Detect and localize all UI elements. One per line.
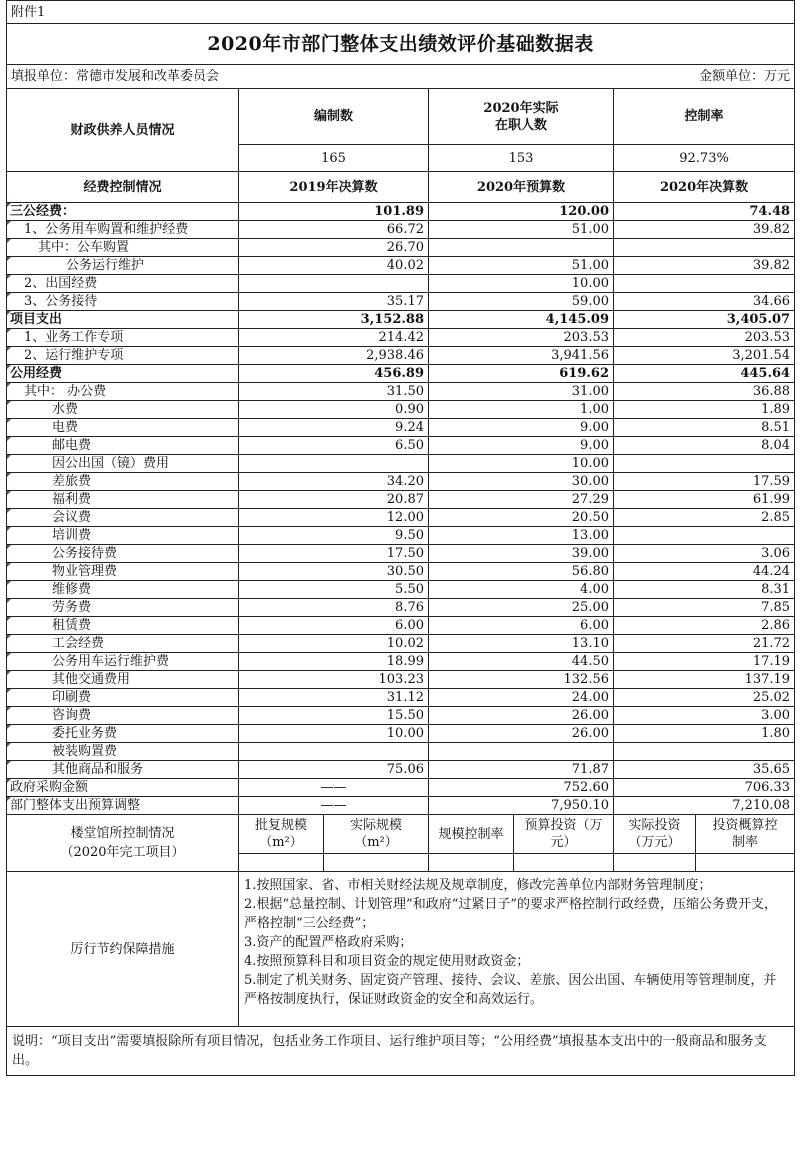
fund-row-value-2: 26.00 [429,725,614,743]
measure-item: 2.根据“总量控制、计划管理”和政府“过紧日子”的要求严格控制行政经费，压缩公务费开支，严格控制“三公经费”； [244,897,777,931]
amount-unit: 金额单位：万元 [514,65,795,89]
fund-row-label: 印刷费 [7,689,239,707]
fund-row-label: 2、出国经费 [7,275,239,293]
fund-row-value-3: 706.33 [614,779,795,797]
fund-row-label: 其他交通费用 [7,671,239,689]
fund-row-value-1: 40.02 [239,257,429,275]
fund-row-value-2: 203.53 [429,329,614,347]
fund-row-label: 培训费 [7,527,239,545]
fund-row-value-3: 25.02 [614,689,795,707]
fund-row-value-2: 9.00 [429,419,614,437]
fund-row-label: 部门整体支出预算调整 [7,797,239,815]
reporting-unit: 填报单位：常德市发展和改革委员会 [7,65,514,89]
fund-row-label: 公务接待费 [7,545,239,563]
fund-row [7,275,795,293]
fund-row-value-1: 35.17 [239,293,429,311]
fund-row-value-3: 61.99 [614,491,795,509]
fund-row-value-1: 2,938.46 [239,347,429,365]
building-label-line2: （2020年完工项目） [60,845,185,860]
building-header-approved [239,815,324,854]
fund-row-value-1: 10.02 [239,635,429,653]
fund-row-value-2 [429,743,614,761]
fund-row-value-1: 75.06 [239,761,429,779]
fund-row-label: 福利费 [7,491,239,509]
fund-row-label: 公务用车运行维护费 [7,653,239,671]
fund-row-label: 劳务费 [7,599,239,617]
fund-row-value-1 [239,455,429,473]
fund-row [7,527,795,545]
building-value-invest-rate [696,854,795,872]
fund-row-value-1: 20.87 [239,491,429,509]
fund-row-value-2: 51.00 [429,221,614,239]
fund-row-value-2: 24.00 [429,689,614,707]
fund-row-label: 其中： 办公费 [7,383,239,401]
fund-row-value-1: —— [239,797,429,815]
building-header-actual-invest [614,815,696,854]
fund-row-value-3: 17.59 [614,473,795,491]
measures-label: 厉行节约保障措施 [7,872,239,1027]
fund-row-value-2: 39.00 [429,545,614,563]
building-header-actual-invest-line1: 实际投资 [628,818,681,833]
staff-header-actual-line2: 在职人数 [494,117,547,133]
fund-row-label: 2、运行维护专项 [7,347,239,365]
fund-row-value-2: 51.00 [429,257,614,275]
fund-row-value-2: 6.00 [429,617,614,635]
page-title: 2020年市部门整体支出绩效评价基础数据表 [7,24,795,65]
fund-row-label: 1、公务用车购置和维护经费 [7,221,239,239]
fund-row-value-2: 10.00 [429,455,614,473]
fund-row-value-2: 44.50 [429,653,614,671]
building-header-invest-rate [696,815,795,854]
document-page [6,0,794,1173]
fund-row-value-1 [239,275,429,293]
fund-row [7,329,795,347]
fund-row-value-1: 12.00 [239,509,429,527]
staff-header-quota: 编制数 [239,89,429,145]
fund-row-value-1: 6.00 [239,617,429,635]
building-header-budget-invest-line2: 元） [550,835,577,850]
fund-row-label: 因公出国（镜）费用 [7,455,239,473]
attachment-label: 附件1 [7,1,795,24]
fund-row-value-1: 9.24 [239,419,429,437]
fund-row-value-3 [614,239,795,257]
fund-row-value-3: 39.82 [614,221,795,239]
fund-row [7,563,795,581]
fund-row-value-1: 31.50 [239,383,429,401]
fund-row-label: 项目支出 [7,311,239,329]
fund-row-value-3: 3.06 [614,545,795,563]
fund-row [7,653,795,671]
funds-header-2020-budget: 2020年预算数 [429,172,614,203]
staff-header-actual [429,89,614,145]
fund-row [7,491,795,509]
fund-row-value-3: 17.19 [614,653,795,671]
fund-row-value-2: 30.00 [429,473,614,491]
fund-row [7,239,795,257]
building-label [7,815,239,872]
fund-row [7,545,795,563]
fund-row [7,419,795,437]
fund-row-value-3: 44.24 [614,563,795,581]
fund-row-label: 3、公务接待 [7,293,239,311]
fund-row-value-1: 456.89 [239,365,429,383]
fund-row-value-1: 5.50 [239,581,429,599]
fund-row-value-2: 13.10 [429,635,614,653]
fund-row [7,779,795,797]
fund-row [7,383,795,401]
fund-row [7,221,795,239]
fund-row [7,689,795,707]
building-header-actual [324,815,429,854]
fund-row-value-2: 132.56 [429,671,614,689]
fund-rows [7,203,795,815]
staff-label: 财政供养人员情况 [7,89,239,172]
fund-row-value-3: 74.48 [614,203,795,221]
fund-row-value-3: 1.80 [614,725,795,743]
staff-value-rate: 92.73% [614,145,795,172]
fund-row-value-3: 203.53 [614,329,795,347]
measures-list [239,872,795,1027]
fund-row-value-2: 619.62 [429,365,614,383]
fund-row-value-2: 25.00 [429,599,614,617]
fund-row-label: 差旅费 [7,473,239,491]
building-header-invest-rate-line1: 投资概算控 [712,818,778,833]
fund-row [7,455,795,473]
building-value-scale-rate [429,854,514,872]
fund-row-value-3: 7.85 [614,599,795,617]
building-value-budget-invest [514,854,614,872]
fund-row-value-2: 71.87 [429,761,614,779]
fund-row [7,635,795,653]
fund-row [7,311,795,329]
fund-row-value-3: 3.00 [614,707,795,725]
fund-row [7,797,795,815]
fund-row-value-3: 35.65 [614,761,795,779]
fund-row-value-1: 6.50 [239,437,429,455]
measure-item: 3.资产的配置严格政府采购； [244,935,413,950]
fund-row-value-1: 3,152.88 [239,311,429,329]
fund-row-value-3 [614,527,795,545]
fund-row-value-1: 31.12 [239,689,429,707]
fund-row [7,761,795,779]
fund-row-value-3 [614,275,795,293]
fund-row [7,599,795,617]
funds-header-2019: 2019年决算数 [239,172,429,203]
fund-row-value-3: 2.86 [614,617,795,635]
fund-row-label: 被装购置费 [7,743,239,761]
fund-row [7,725,795,743]
building-header-actual-invest-line2: （万元） [628,835,681,850]
fund-row-value-2: 752.60 [429,779,614,797]
fund-row-value-1: 18.99 [239,653,429,671]
fund-row-value-2: 56.80 [429,563,614,581]
fund-row-value-1: 66.72 [239,221,429,239]
building-value-actual-invest [614,854,696,872]
fund-row-value-2: 3,941.56 [429,347,614,365]
fund-row-value-2: 59.00 [429,293,614,311]
fund-row-label: 公用经费 [7,365,239,383]
fund-row-value-3: 3,405.07 [614,311,795,329]
footnote: 说明：“项目支出”需要填报除所有项目情况，包括业务工作项目、运行维护项目等；“公用经费”填报基本支出中的一般商品和服务支出。 [7,1027,795,1076]
fund-row-value-3 [614,455,795,473]
fund-row-label: 三公经费： [7,203,239,221]
fund-row-value-1: —— [239,779,429,797]
fund-row-label: 公务运行维护 [7,257,239,275]
fund-row [7,293,795,311]
fund-row-value-3: 7,210.08 [614,797,795,815]
staff-header-rate: 控制率 [614,89,795,145]
fund-row-label: 会议费 [7,509,239,527]
fund-row-value-1 [239,743,429,761]
fund-row-label: 维修费 [7,581,239,599]
fund-row-value-3 [614,743,795,761]
fund-row-label: 其他商品和服务 [7,761,239,779]
fund-row-value-3: 21.72 [614,635,795,653]
building-value-actual [324,854,429,872]
fund-row-value-2: 10.00 [429,275,614,293]
fund-row [7,365,795,383]
fund-row-value-2: 13.00 [429,527,614,545]
fund-row-value-3: 39.82 [614,257,795,275]
fund-row-label: 电费 [7,419,239,437]
fund-row-value-2: 26.00 [429,707,614,725]
fund-row-value-1: 30.50 [239,563,429,581]
fund-row-value-1: 8.76 [239,599,429,617]
fund-row-value-2: 4,145.09 [429,311,614,329]
fund-row-label: 政府采购金额 [7,779,239,797]
fund-row [7,617,795,635]
fund-row-value-3: 8.51 [614,419,795,437]
data-table [6,0,795,1076]
fund-row [7,257,795,275]
fund-row-value-3: 137.19 [614,671,795,689]
fund-row-label: 物业管理费 [7,563,239,581]
building-label-line1: 楼堂馆所控制情况 [70,826,175,841]
fund-row-value-2: 20.50 [429,509,614,527]
funds-header-2020-final: 2020年决算数 [614,172,795,203]
measure-item: 1.按照国家、省、市相关财经法规及规章制度，修改完善单位内部财务管理制度； [244,878,712,893]
fund-row-value-1: 0.90 [239,401,429,419]
fund-row-value-3: 3,201.54 [614,347,795,365]
fund-row-value-1: 101.89 [239,203,429,221]
fund-row [7,437,795,455]
fund-row-value-2: 1.00 [429,401,614,419]
fund-row [7,203,795,221]
fund-row [7,707,795,725]
fund-row-value-1: 34.20 [239,473,429,491]
fund-row-label: 邮电费 [7,437,239,455]
fund-row-label: 其中：公车购置 [7,239,239,257]
fund-row-value-2: 7,950.10 [429,797,614,815]
fund-row-value-1: 26.70 [239,239,429,257]
fund-row-value-2 [429,239,614,257]
fund-row-label: 水费 [7,401,239,419]
staff-header-actual-line1: 2020年实际 [483,100,559,116]
building-header-approved-line2: （m²） [259,835,303,850]
measure-item: 5.制定了机关财务、固定资产管理、接待、会议、差旅、因公出国、车辆使用等管理制度，并严格按制度执行，保证财政资金的安全和高效运行。 [244,973,777,1007]
fund-row-value-1: 214.42 [239,329,429,347]
fund-row-label: 租赁费 [7,617,239,635]
fund-row [7,347,795,365]
fund-row-value-1: 15.50 [239,707,429,725]
fund-row [7,473,795,491]
fund-row [7,671,795,689]
fund-row-label: 委托业务费 [7,725,239,743]
building-value-approved [239,854,324,872]
fund-row-value-1: 103.23 [239,671,429,689]
fund-row-value-3: 34.66 [614,293,795,311]
fund-row-value-2: 4.00 [429,581,614,599]
fund-row [7,743,795,761]
fund-row-value-2: 120.00 [429,203,614,221]
fund-row [7,401,795,419]
fund-row-value-3: 36.88 [614,383,795,401]
fund-row-value-1: 10.00 [239,725,429,743]
fund-row [7,581,795,599]
building-header-actual-line1: 实际规模 [349,818,402,833]
fund-row-label: 工会经费 [7,635,239,653]
building-header-budget-invest [514,815,614,854]
fund-row-value-2: 27.29 [429,491,614,509]
fund-row-value-1: 9.50 [239,527,429,545]
fund-row-value-3: 8.31 [614,581,795,599]
building-header-budget-invest-line1: 预算投资（万 [524,818,603,833]
building-header-actual-line2: （m²） [354,835,398,850]
fund-row-value-2: 31.00 [429,383,614,401]
staff-value-quota: 165 [239,145,429,172]
fund-row-label: 咨询费 [7,707,239,725]
fund-row-value-3: 445.64 [614,365,795,383]
building-header-approved-line1: 批复规模 [254,818,307,833]
building-header-invest-rate-line2: 制率 [732,835,759,850]
fund-row-value-3: 2.85 [614,509,795,527]
fund-row [7,509,795,527]
fund-row-value-2: 9.00 [429,437,614,455]
fund-row-value-3: 1.89 [614,401,795,419]
staff-value-actual: 153 [429,145,614,172]
fund-row-value-1: 17.50 [239,545,429,563]
funds-label: 经费控制情况 [7,172,239,203]
measure-item: 4.按照预算科目和项目资金的规定使用财政资金； [244,954,530,969]
fund-row-label: 1、业务工作专项 [7,329,239,347]
fund-row-value-3: 8.04 [614,437,795,455]
building-header-scale-rate: 规模控制率 [429,815,514,854]
